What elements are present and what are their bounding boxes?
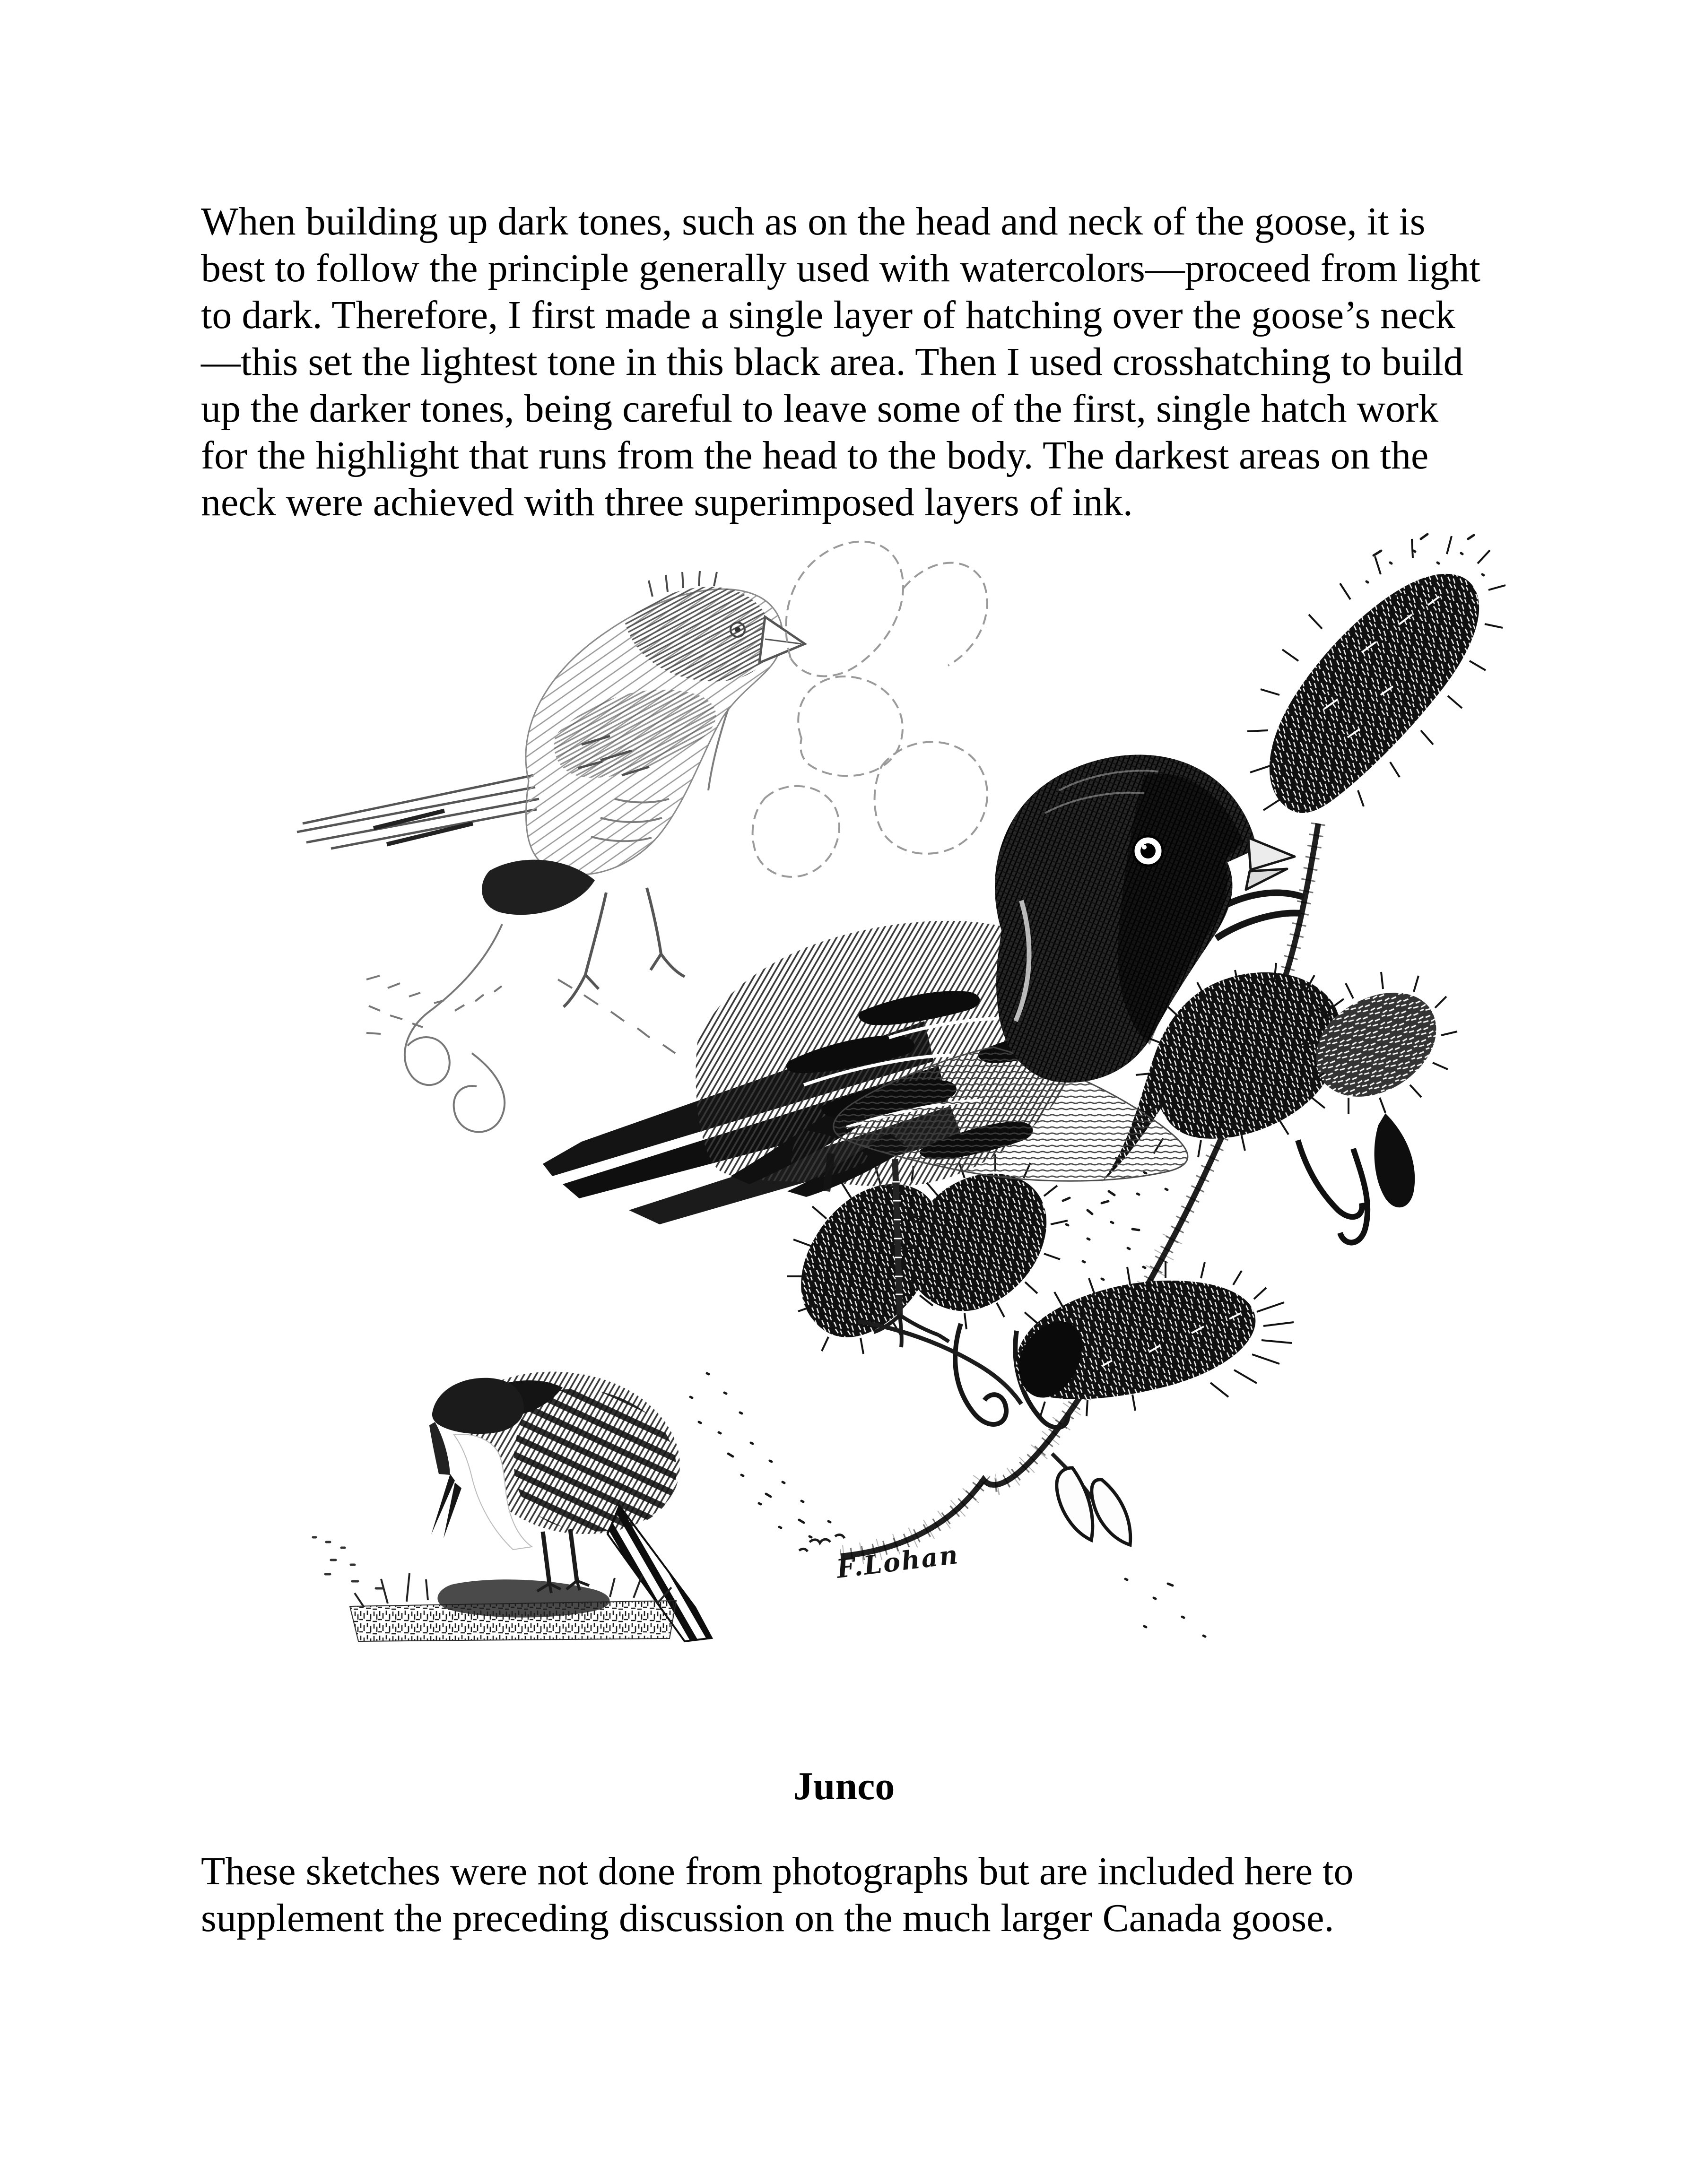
sketch-twig-squiggle xyxy=(405,924,505,1132)
forager-legs xyxy=(543,1529,577,1584)
paragraph-line: up the darker tones, being careful to leave some of the first, single hatch work xyxy=(201,387,1439,431)
paragraph-line: —this set the lightest tone in this black area. Then I used crosshatching to build xyxy=(201,340,1463,384)
artist-signature: F.Lohan xyxy=(835,1539,961,1584)
ground-left-dashes xyxy=(313,1537,383,1588)
catkin-under-right xyxy=(907,1174,1046,1311)
paragraph-line: supplement the preceding discussion on the much larger Canada goose. xyxy=(201,1896,1334,1940)
bract-hooks-right xyxy=(1298,1140,1367,1243)
figure-caption: Junco xyxy=(793,1764,895,1808)
paragraph-line: These sketches were not done from photographs but are included here to xyxy=(201,1849,1354,1893)
catkin-top xyxy=(1270,574,1479,813)
catkin-under-dust xyxy=(1063,1198,1145,1280)
branch-tip-squiggles xyxy=(799,1535,844,1551)
beak-lower xyxy=(1246,869,1287,890)
paragraph-line: to dark. Therefore, I first made a single layer of hatching over the goose’s neck xyxy=(201,293,1455,337)
leg-far xyxy=(827,1153,831,1191)
leaf-bracts-white xyxy=(1057,1468,1131,1545)
sketch-eye xyxy=(735,627,740,633)
forager-face-stripe xyxy=(429,1422,450,1475)
beak-upper xyxy=(1248,838,1295,870)
paragraph-line: neck were achieved with three superimposed layers of ink. xyxy=(201,480,1133,524)
ground-dark-clump xyxy=(437,1579,609,1617)
paragraph-line: for the highlight that runs from the head to the body. The darkest areas on the xyxy=(201,433,1429,477)
paragraph-line: best to follow the principle generally used with watercolors—proceed from light xyxy=(201,246,1480,290)
paragraph-line: When building up dark tones, such as on the head and neck of the goose, it is xyxy=(201,199,1426,243)
eye-glint xyxy=(1142,845,1147,849)
bracts-dark-right xyxy=(1375,1113,1415,1207)
sketch-catkin-outlines xyxy=(753,542,987,877)
forager-crown xyxy=(432,1378,524,1434)
sketch-legs xyxy=(564,888,685,1007)
closing-paragraph xyxy=(201,1848,1354,1941)
branch-dust-trail xyxy=(690,1373,1205,1637)
forager-beak xyxy=(431,1474,461,1538)
foraging-junco xyxy=(313,1372,712,1641)
